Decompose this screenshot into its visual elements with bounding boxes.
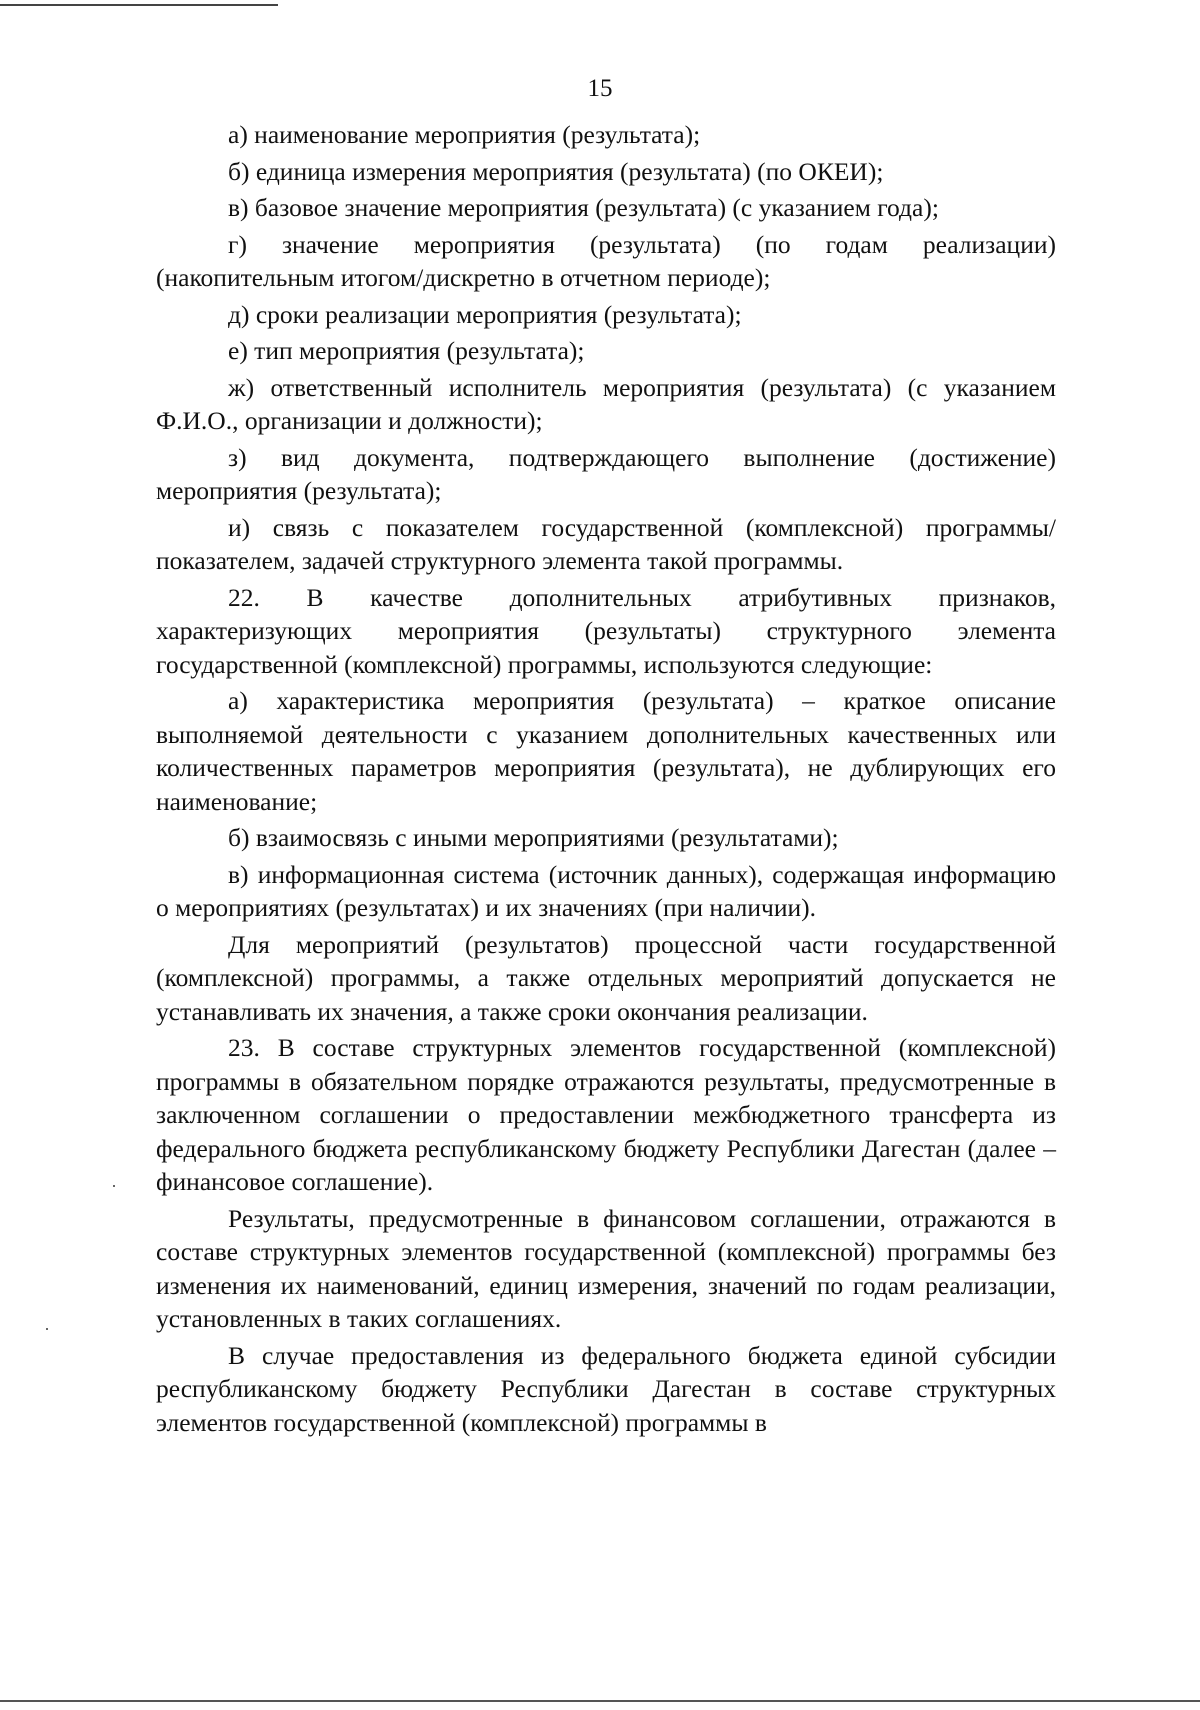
list-item-d: д) сроки реализации мероприятия (результата); — [228, 299, 742, 329]
list-item-b: б) единица измерения мероприятия (результата) (по ОКЕИ); — [228, 156, 884, 186]
clause-22: 22. В качестве дополнительных атрибутивных признаков, характеризующих мероприятия (результаты) структурного элемента государственной (комплексной) программы, используются следующие: — [156, 582, 1056, 679]
results-paragraph: Результаты, предусмотренные в финансовом соглашении, отражаются в составе структурных элементов государственной (комплексной) программы без изменения их наименований, единиц измерения, значений по годам реализации, установленных в таких соглашениях. — [156, 1203, 1056, 1333]
scan-speck — [113, 1185, 115, 1187]
list-item-zh: ж) ответственный исполнитель мероприятия (результата) (с указанием Ф.И.О., организации и должности); — [156, 372, 1056, 435]
list-item-e: е) тип мероприятия (результата); — [228, 336, 585, 365]
list-item-z: з) вид документа, подтверждающего выполнение (достижение) мероприятия (результата); — [156, 442, 1056, 505]
scan-speck — [46, 1328, 48, 1330]
list-item-v: в) базовое значение мероприятия (результата) (с указанием года); — [228, 193, 939, 222]
clause-23: 23. В составе структурных элементов государственной (комплексной) программы в обязательном порядке отражаются результаты, предусмотренные в заключенном соглашении о предоставлении межбюджетного трансферта из федерального бюджета республиканскому бюджету Республики Дагестан (далее – финансовое соглашение). — [156, 1033, 1056, 1196]
scan-edge-bottom — [0, 1700, 1200, 1702]
list-item-a: а) наименование мероприятия (результата); — [228, 120, 701, 149]
clause-22-item-v: в) информационная система (источник данных), содержащая информацию о мероприятиях (результатах) и их значениях (при наличии). — [156, 859, 1056, 922]
single-subsidy-paragraph: В случае предоставления из федерального бюджета единой субсидии республиканскому бюджету Республики Дагестан в составе структурных элементов государственной (комплексной) программы в — [156, 1340, 1056, 1437]
page-number: 15 — [587, 75, 613, 102]
process-part-paragraph: Для мероприятий (результатов) процессной части государственной (комплексной) программы, а также отдельных мероприятий допускается не устанавливать их значения, а также сроки окончания реализации. — [156, 929, 1056, 1026]
list-item-g: г) значение мероприятия (результата) (по годам реализации) (накопительным итогом/дискретно в отчетном периоде); — [156, 229, 1056, 292]
clause-22-item-a: а) характеристика мероприятия (результата) – краткое описание выполняемой деятельности с указанием дополнительных качественных или количественных параметров мероприятия (результата), не дублирующих его наименование; — [156, 686, 1056, 816]
document-body — [156, 118, 1056, 1439]
clause-22-item-b: б) взаимосвязь с иными мероприятиями (результатами); — [228, 823, 839, 852]
list-item-i: и) связь с показателем государственной (комплексной) программы/показателем, задачей структурного элемента такой программы. — [156, 512, 1056, 575]
scan-edge-top — [0, 4, 278, 6]
